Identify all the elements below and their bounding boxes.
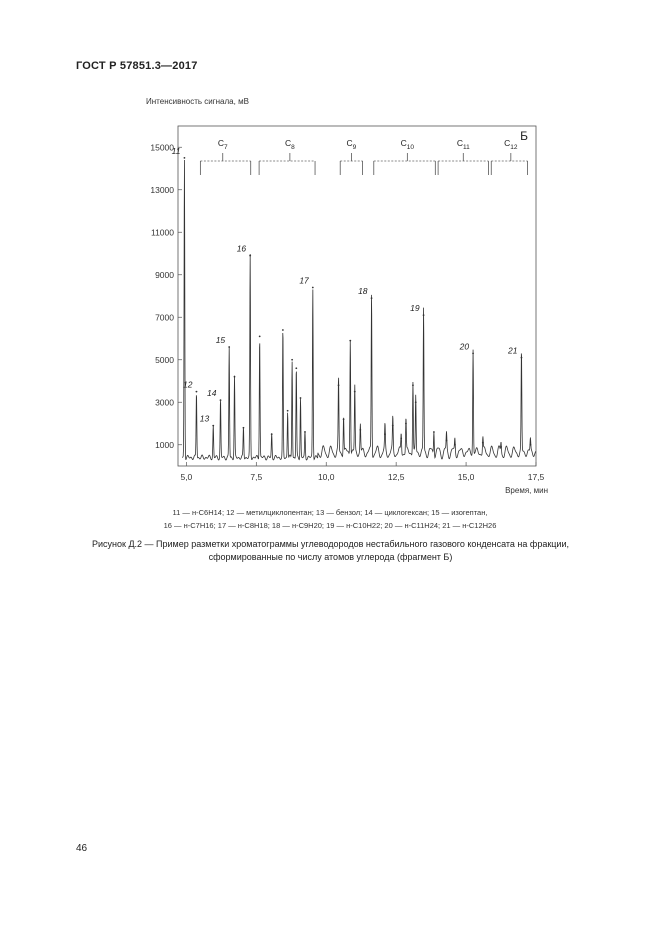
peak-point-8: [259, 335, 261, 337]
peak-point-3: [220, 399, 222, 401]
peak-point-26: [405, 423, 407, 425]
peak-point-11: [287, 410, 289, 412]
y-tick-label: 5000: [155, 354, 174, 365]
peak-point-28: [415, 401, 417, 403]
peak-label-16: 16: [236, 243, 247, 254]
chromatogram-trace: [182, 160, 536, 460]
group-label-C8: $C_8$: [284, 138, 295, 151]
peak-point-5: [234, 376, 236, 378]
peak-label-21: 21: [507, 345, 518, 356]
group-label-C12: $C_{12}$: [504, 138, 518, 151]
peak-label-17: 17: [299, 275, 309, 286]
peak-point-21: [359, 429, 361, 431]
peak-point-24: [392, 425, 394, 427]
peak-point-31: [446, 440, 448, 442]
peak-label-20: 20: [459, 341, 470, 352]
group-label-C10: $C_{10}$: [400, 138, 415, 151]
peak-point-37: [530, 444, 532, 446]
peak-point-9: [271, 433, 273, 435]
peak-point-12: [291, 359, 293, 361]
peak-point-34: [482, 442, 484, 444]
peak-point-18: [343, 418, 345, 420]
x-tick-label: 12,5: [387, 472, 405, 482]
peak-point-17: [338, 384, 340, 386]
peak-point-0: [184, 157, 186, 159]
y-tick-label: 13000: [150, 184, 174, 195]
peak-point-35: [500, 446, 502, 448]
figure-caption: [70, 538, 591, 564]
x-axis-title: Время, мин: [505, 486, 548, 495]
x-tick-label: 7,5: [250, 472, 263, 482]
group-label-C11: $C_{11}$: [456, 138, 470, 151]
peak-point-22: [371, 297, 373, 299]
peak-point-6: [243, 427, 245, 429]
fragment-label: Б: [520, 129, 528, 143]
y-tick-label: 9000: [155, 269, 174, 280]
peak-point-16: [312, 287, 314, 289]
peak-label-15: 15: [215, 335, 226, 345]
peak-point-25: [400, 437, 402, 439]
legend-line-2: 16 — н-C7H16; 17 — н-C8H18; 18 — н-C9H20; 19 — н-C10H22; 20 — н-C11H24; 21 — н-C12H26: [163, 521, 497, 530]
x-tick-label: 5,0: [180, 472, 193, 482]
group-label-C7: $C_7$: [217, 138, 228, 151]
peak-point-30: [433, 431, 435, 433]
y-tick-label: 11000: [150, 227, 174, 238]
peak-point-33: [472, 352, 474, 354]
peak-label-11: 11: [171, 145, 181, 156]
peak-point-20: [354, 391, 356, 393]
y-tick-label: 1000: [155, 439, 174, 450]
chromatogram-chart: [140, 94, 560, 498]
peak-point-14: [300, 397, 302, 399]
peak-point-29: [423, 314, 425, 316]
y-tick-label: 15000: [150, 142, 174, 153]
y-axis-title: Интенсивность сигнала, мВ: [146, 97, 249, 106]
peak-point-10: [282, 329, 284, 331]
peak-point-1: [196, 391, 198, 393]
peak-label-14: 14: [207, 388, 217, 399]
peak-label-19: 19: [410, 303, 420, 314]
legend-line-1: 11 — н-C6H14; 12 — метилциклопентан; 13 — бензол; 14 — циклогексан; 15 — изогептан,: [172, 508, 488, 517]
chromatogram-svg: [140, 94, 560, 498]
peak-label-13: 13: [199, 413, 210, 424]
peak-point-4: [228, 346, 230, 348]
peak-point-32: [454, 444, 456, 446]
caption-line-1: Рисунок Д.2 — Пример разметки хроматограммы углеводородов нестабильного газового конденсата на фракции,: [92, 539, 569, 549]
peak-point-36: [521, 357, 523, 359]
x-tick-label: 15,0: [457, 472, 475, 482]
plot-frame: [178, 126, 536, 466]
document-header: ГОСТ Р 57851.3—2017: [76, 60, 198, 72]
y-tick-label: 7000: [155, 312, 174, 323]
peak-point-27: [412, 384, 414, 386]
peak-point-15: [304, 431, 306, 433]
peak-point-23: [384, 433, 386, 435]
peak-point-19: [349, 340, 351, 342]
peak-point-2: [212, 425, 214, 427]
x-tick-label: 17,5: [527, 472, 545, 482]
page-number: 46: [76, 843, 88, 854]
peak-point-13: [295, 367, 297, 369]
peak-label-12: 12: [182, 379, 193, 390]
x-tick-label: 10,0: [317, 472, 335, 482]
group-label-C9: $C_9$: [346, 138, 357, 151]
peak-label-18: 18: [358, 286, 368, 297]
caption-line-2: сформированные по числу атомов углерода (фрагмент Б): [208, 552, 453, 562]
y-tick-label: 3000: [155, 397, 174, 408]
peak-point-7: [249, 255, 251, 257]
